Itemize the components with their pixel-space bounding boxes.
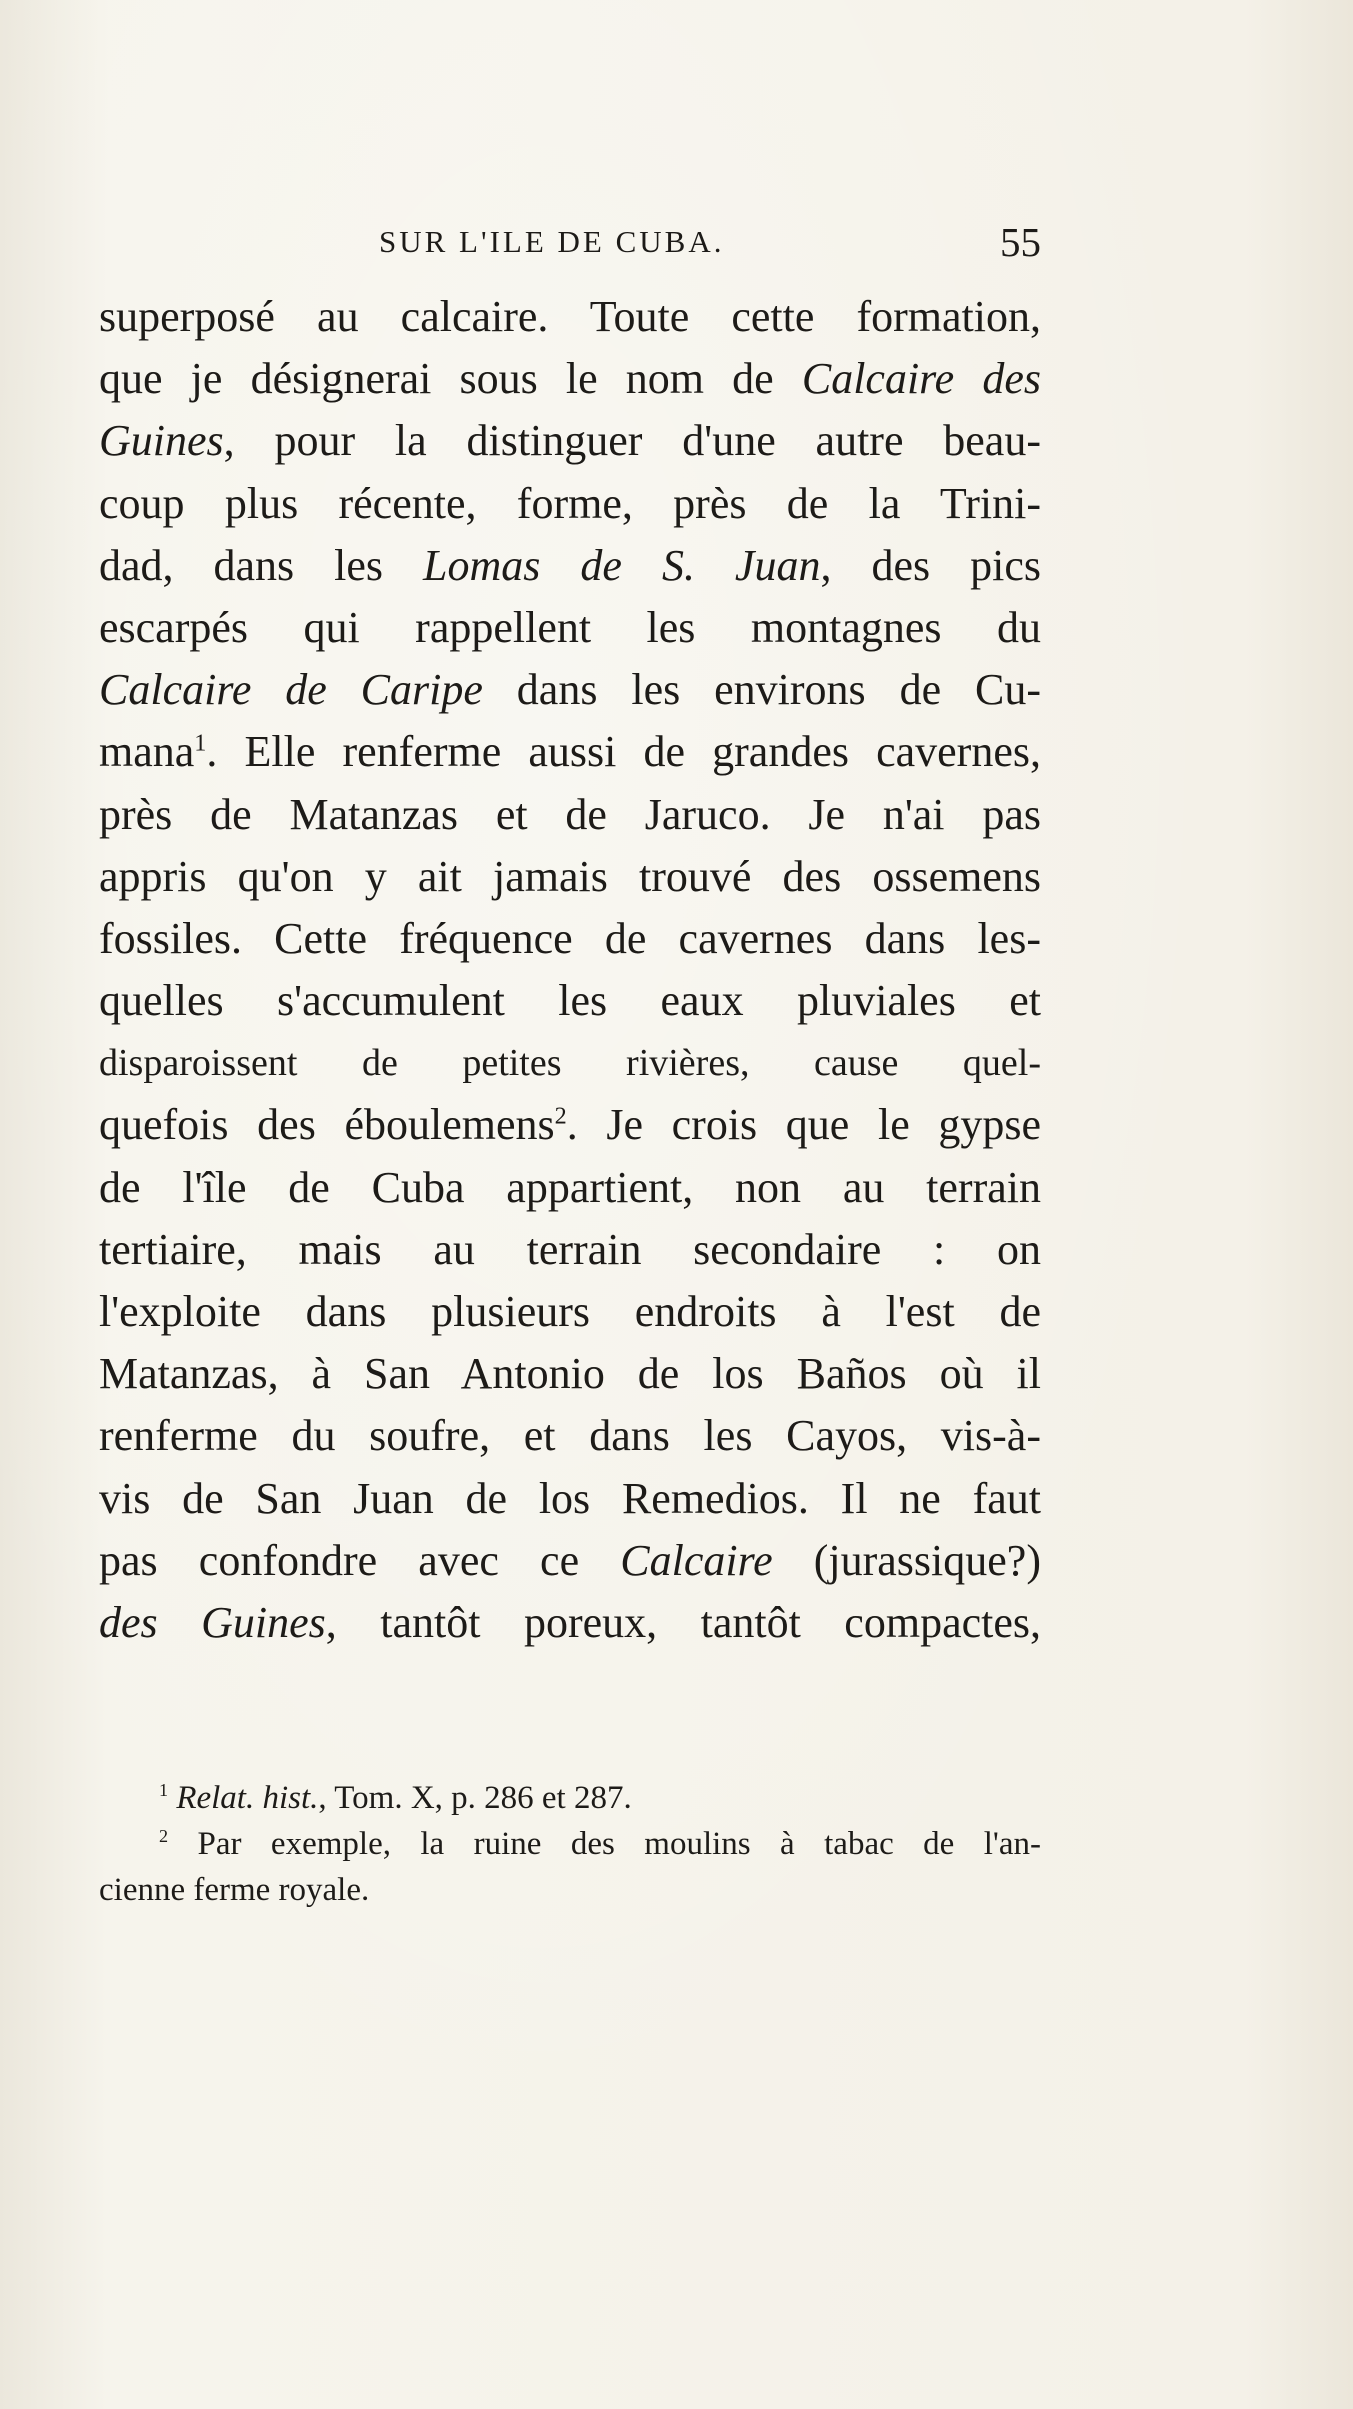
text-line: pas confondre avec ce Calcaire (jurassique?): [99, 1535, 1041, 1585]
text-line: superposé au calcaire. Toute cette formation,: [99, 292, 1041, 341]
text-line: tertiaire, mais au terrain secondaire : on: [99, 1224, 1041, 1274]
text-line: que je désignerai sous le nom de Calcaire des: [99, 354, 1041, 404]
text-line: quelles s'accumulent les eaux pluviales et: [99, 976, 1041, 1026]
text-line: près de Matanzas et de Jaruco. Je n'ai pas: [99, 789, 1041, 839]
text-line: disparoissent de petites rivières, cause quel-: [99, 1042, 1041, 1085]
text-line: l'exploite dans plusieurs endroits à l'est de: [99, 1287, 1041, 1336]
text-line: mana$^1$. Elle renferme aussi de grandes cavernes,: [99, 727, 1041, 777]
footnote-2: $^2$ Par exemple, la ruine des moulins à tabac de l'an-: [159, 1826, 1041, 1862]
text-line: Calcaire de Caripe dans les environs de Cu-: [99, 665, 1041, 715]
page-number: 55: [1000, 219, 1041, 265]
footnote-ref: 2: [554, 1102, 567, 1130]
text-line: des Guines, tantôt poreux, tantôt compactes,: [99, 1597, 1041, 1647]
text-line: vis de San Juan de los Remedios. Il ne faut: [99, 1473, 1041, 1523]
page-header: [99, 218, 1041, 274]
text-line: de l'île de Cuba appartient, non au terrain: [99, 1162, 1041, 1212]
text-line: fossiles. Cette fréquence de cavernes dans les-: [99, 913, 1041, 963]
text-line: Matanzas, à San Antonio de los Baños où il: [99, 1349, 1041, 1399]
text-line: Guines, pour la distinguer d'une autre beau-: [99, 416, 1041, 466]
footnote-1: $^1$ Relat. hist., Tom. X, p. 286 et 287.: [159, 1780, 632, 1816]
text-line: appris qu'on y ait jamais trouvé des ossemens: [99, 851, 1041, 901]
footnote-ref: 1: [194, 729, 207, 757]
text-line: escarpés qui rappellent les montagnes du: [99, 602, 1041, 652]
text-line: quefois des éboulemens$^2$. Je crois que le gypse: [99, 1100, 1041, 1150]
text-line: coup plus récente, forme, près de la Trini-: [99, 478, 1041, 528]
running-title: SUR L'ILE DE CUBA.: [379, 224, 725, 259]
footnote-2-continued: cienne ferme royale.: [99, 1872, 370, 1908]
text-line: dad, dans les Lomas de S. Juan, des pics: [99, 540, 1041, 590]
footnotes: [99, 1775, 1041, 1913]
text-line: renferme du soufre, et dans les Cayos, vis-à-: [99, 1411, 1041, 1461]
main-text: [99, 286, 1041, 1654]
